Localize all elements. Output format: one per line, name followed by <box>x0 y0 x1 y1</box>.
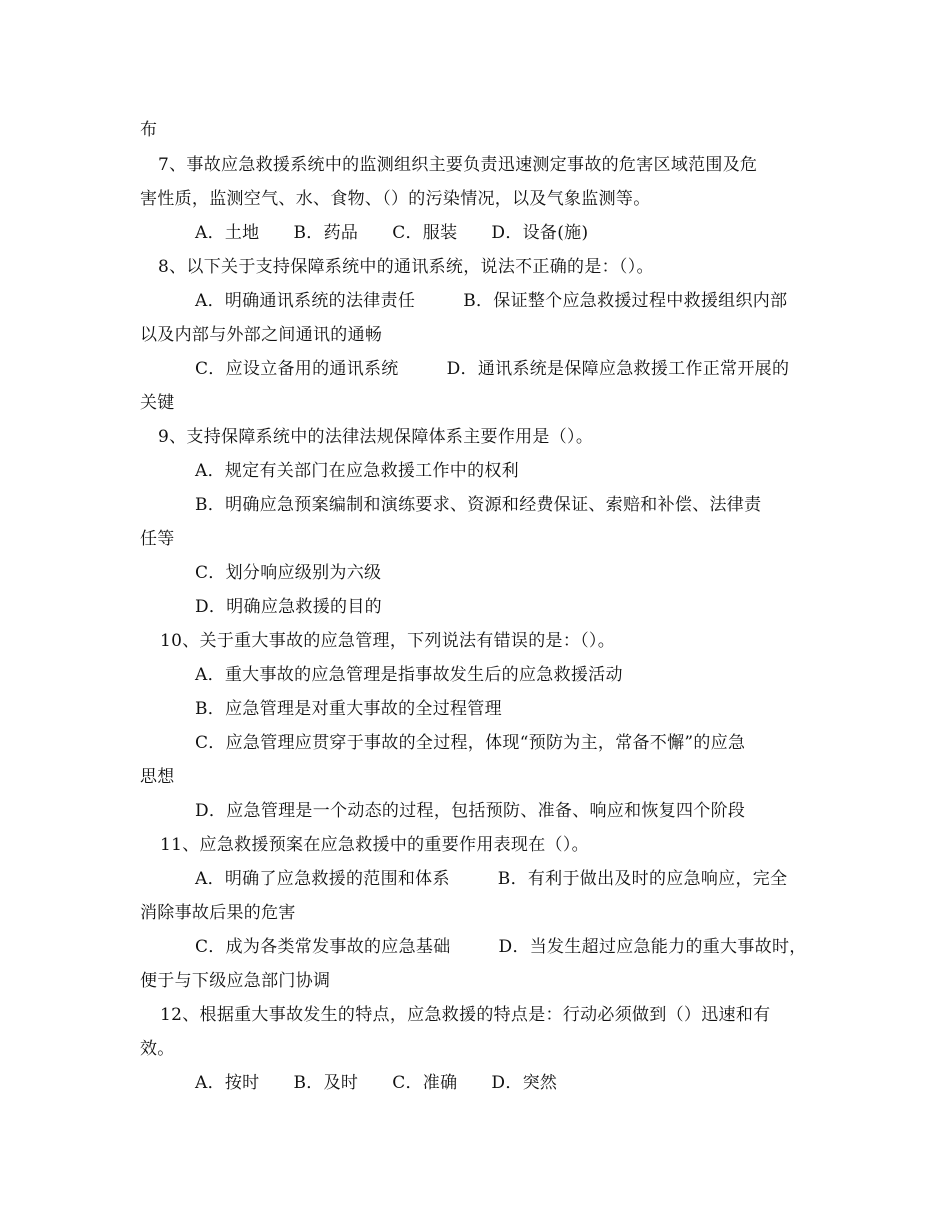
question-9-option-a: A．规定有关部门在应急救援工作中的权利 <box>195 461 519 481</box>
question-10-option-a: A．重大事故的应急管理是指事故发生后的应急救援活动 <box>195 665 623 685</box>
question-12-line-1: 12、根据重大事故发生的特点，应急救援的特点是：行动必须做到（）迅速和有 <box>160 1005 771 1025</box>
option-d: D．当发生超过应急能力的重大事故时， <box>498 937 807 957</box>
question-12-options <box>195 1072 557 1094</box>
option-b: B．药品 <box>293 223 359 243</box>
option-a: A．土地 <box>195 223 260 243</box>
question-11-options-ab <box>195 868 787 890</box>
option-d: D．突然 <box>491 1073 558 1093</box>
question-10-option-d: D．应急管理是一个动态的过程，包括预防、准备、响应和恢复四个阶段 <box>195 801 746 821</box>
question-8-options-ab <box>195 290 787 312</box>
option-a: A．明确了应急救援的范围和体系 <box>195 869 450 889</box>
option-b: B．及时 <box>293 1073 359 1093</box>
question-11-options-cd-cont: 便于与下级应急部门协调 <box>140 971 331 991</box>
question-10: 10、关于重大事故的应急管理，下列说法有错误的是：（）。 <box>160 631 616 651</box>
question-7-options <box>195 222 588 244</box>
question-8-options-ab-cont: 以及内部与外部之间通讯的通畅 <box>140 325 383 345</box>
question-8-options-cd-cont: 关键 <box>140 393 175 413</box>
question-12-line-2: 效。 <box>140 1039 175 1059</box>
question-8-options-cd <box>195 358 789 380</box>
option-b: B．保证整个应急救援过程中救援组织内部 <box>463 291 788 311</box>
option-a: A．明确通讯系统的法律责任 <box>195 291 416 311</box>
question-7-line-1: 7、事故应急救援系统中的监测组织主要负责迅速测定事故的危害区域范围及危 <box>158 155 758 175</box>
question-11-options-ab-cont: 消除事故后果的危害 <box>140 903 296 923</box>
option-c: C．准确 <box>392 1073 458 1093</box>
question-9: 9、支持保障系统中的法律法规保障体系主要作用是（）。 <box>158 427 594 447</box>
question-9-option-b-cont: 任等 <box>140 529 175 549</box>
question-10-option-c-cont: 思想 <box>140 767 175 787</box>
option-c: C．服装 <box>392 223 458 243</box>
question-11: 11、应急救援预案在应急救援中的重要作用表现在（）。 <box>160 835 589 855</box>
question-9-option-d: D．明确应急救援的目的 <box>195 597 382 617</box>
question-10-option-c: C．应急管理应贯穿于事故的全过程，体现“预防为主，常备不懈”的应急 <box>195 733 746 753</box>
question-9-option-b: B．明确应急预案编制和演练要求、资源和经费保证、索赔和补偿、法律责 <box>195 495 762 515</box>
question-7-line-2: 害性质，监测空气、水、食物、（）的污染情况，以及气象监测等。 <box>140 189 651 209</box>
option-d: D．设备(施) <box>491 223 589 243</box>
question-10-option-b: B．应急管理是对重大事故的全过程管理 <box>195 699 502 719</box>
question-11-options-cd <box>195 936 807 958</box>
question-8: 8、以下关于支持保障系统中的通讯系统，说法不正确的是：（）。 <box>158 257 654 277</box>
option-a: A．按时 <box>195 1073 260 1093</box>
option-b: B．有利于做出及时的应急响应，完全 <box>497 869 788 889</box>
option-c: C．应设立备用的通讯系统 <box>195 359 399 379</box>
question-9-option-c: C．划分响应级别为六级 <box>195 563 382 583</box>
option-d: D．通讯系统是保障应急救援工作正常开展的 <box>446 359 790 379</box>
option-c: C．成为各类常发事故的应急基础 <box>195 937 451 957</box>
text-line: 布 <box>140 120 158 140</box>
